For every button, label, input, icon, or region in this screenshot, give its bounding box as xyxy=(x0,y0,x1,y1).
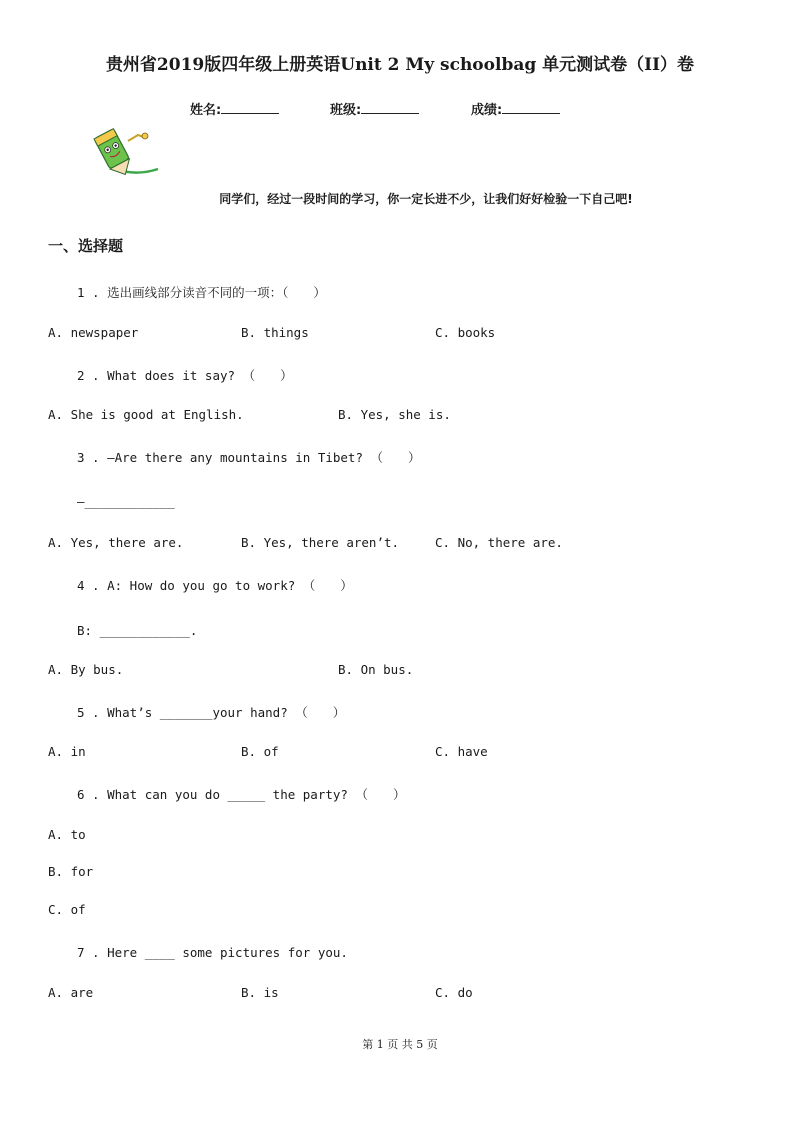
score-blank[interactable] xyxy=(502,100,560,114)
name-field xyxy=(190,99,279,118)
q3-option-b[interactable]: B. Yes, there aren’t. xyxy=(241,535,400,550)
class-field xyxy=(330,99,419,118)
question-1-stem: 1 . 选出画线部分读音不同的一项：（ ） xyxy=(77,285,326,300)
question-4-answer-line: B: ____________. xyxy=(77,623,198,638)
q5-option-a[interactable]: A. in xyxy=(48,744,86,759)
name-label: 姓名: xyxy=(190,103,222,118)
q2-option-b[interactable]: B. Yes, she is. xyxy=(338,407,451,422)
question-3-answer-line: —____________ xyxy=(77,494,175,509)
question-3-stem: 3 . —Are there any mountains in Tibet? （ ） xyxy=(77,450,421,465)
page-footer: 第 1 页 共 5 页 xyxy=(362,1038,438,1051)
score-field xyxy=(471,99,560,118)
q4-option-b[interactable]: B. On bus. xyxy=(338,662,414,677)
q5-option-c[interactable]: C. have xyxy=(435,744,488,759)
page-title: 贵州省2019版四年级上册英语Unit 2 My schoolbag 单元测试卷（II）卷 xyxy=(105,55,695,75)
question-5-stem: 5 . What’s _______your hand? （ ） xyxy=(77,705,346,720)
q4-option-a[interactable]: A. By bus. xyxy=(48,662,124,677)
q6-option-b[interactable]: B. for xyxy=(48,864,94,879)
q1-option-c[interactable]: C. books xyxy=(435,325,496,340)
score-label: 成绩: xyxy=(471,103,503,118)
class-blank[interactable] xyxy=(361,100,419,114)
question-6-stem: 6 . What can you do _____ the party? （ ） xyxy=(77,787,406,802)
q6-option-a[interactable]: A. to xyxy=(48,827,86,842)
question-2-stem: 2 . What does it say? （ ） xyxy=(77,368,293,383)
q1-option-a[interactable]: A. newspaper xyxy=(48,325,139,340)
q1-option-b[interactable]: B. things xyxy=(241,325,309,340)
class-label: 班级: xyxy=(330,103,362,118)
intro-text: 同学们，经过一段时间的学习，你一定长进不少，让我们好好检验一下自己吧! xyxy=(219,192,633,206)
question-4-stem: 4 . A: How do you go to work? （ ） xyxy=(77,578,353,593)
q7-option-c[interactable]: C. do xyxy=(435,985,473,1000)
name-blank[interactable] xyxy=(221,100,279,114)
q5-option-b[interactable]: B. of xyxy=(241,744,279,759)
q2-option-a[interactable]: A. She is good at English. xyxy=(48,407,244,422)
section-title: 一、选择题 xyxy=(48,237,124,255)
q3-option-a[interactable]: A. Yes, there are. xyxy=(48,535,184,550)
q3-option-c[interactable]: C. No, there are. xyxy=(435,535,563,550)
q7-option-b[interactable]: B. is xyxy=(241,985,279,1000)
q7-option-a[interactable]: A. are xyxy=(48,985,94,1000)
pencil-mascot-icon xyxy=(92,123,162,183)
question-7-stem: 7 . Here ____ some pictures for you. xyxy=(77,945,348,960)
q6-option-c[interactable]: C. of xyxy=(48,902,86,917)
